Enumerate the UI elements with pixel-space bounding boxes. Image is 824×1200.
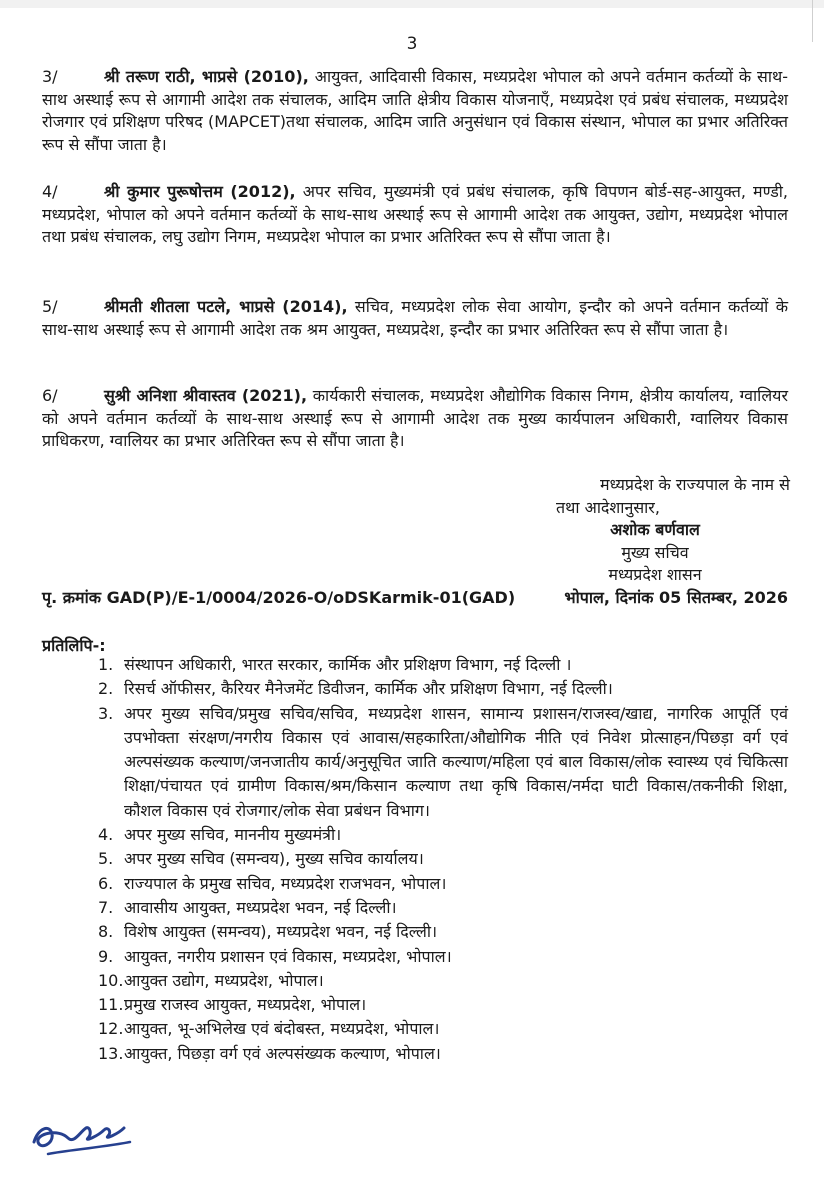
list-item-text: आयुक्त, पिछड़ा वर्ग एवं अल्पसंख्यक कल्याण, भोपाल। (124, 1043, 441, 1063)
order-paragraph-6 (42, 385, 788, 453)
list-item (42, 945, 788, 969)
list-item-number: 7. (98, 897, 114, 917)
list-item-number: 1. (98, 655, 114, 674)
order-paragraph-3 (42, 66, 788, 156)
paragraph-number: 6/ (42, 386, 58, 405)
list-item (42, 1017, 788, 1041)
order-paragraph-4 (42, 181, 788, 249)
list-item-text: रिसर्च ऑफीसर, कैरियर मैनेजमेंट डिवीजन, कार्मिक और प्रशिक्षण विभाग, नई दिल्ली। (124, 679, 613, 699)
list-item-number: 12. (98, 1019, 124, 1039)
list-item (42, 993, 788, 1017)
list-item (42, 969, 788, 993)
list-item-number: 9. (98, 946, 114, 966)
list-item-text: राज्यपाल के प्रमुख सचिव, मध्यप्रदेश राजभवन, भोपाल। (124, 873, 447, 893)
list-item-text: आयुक्त उद्योग, मध्यप्रदेश, भोपाल। (124, 970, 324, 990)
list-item-number: 8. (98, 922, 114, 942)
list-item (42, 920, 788, 944)
list-item (42, 847, 788, 871)
reference-date: भोपाल, दिनांक 05 सितम्बर, 2026 (564, 588, 788, 607)
copy-heading: प्रतिलिपि-: (42, 636, 106, 655)
list-item (42, 872, 788, 896)
paragraph-text: आयुक्त, आदिवासी विकास, मध्यप्रदेश भोपाल को अपने वर्तमान कर्तव्यों के साथ-साथ अस्थाई रूप से आगामी आदेश तक संचालक, आदिम जाति क्षेत्रीय विकास योजनाएँ, मध्यप्रदेश एवं प्रबंध संचालक, मध्यप्रदेश रोजगार एवं प्रशिक्षण परिषद (MAPCET)तथा संचालक, आदिम जाति अनुसंधान एवं विकास संस्थान, भोपाल का प्रभार अतिरिक्त रूप से सौंपा जाता है। (42, 67, 788, 154)
list-item-text: अपर मुख्य सचिव/प्रमुख सचिव/सचिव, मध्यप्रदेश शासन, सामान्य प्रशासन/राजस्व/खाद्य, नागरिक आपूर्ति एवं उपभोक्ता संरक्षण/नगरीय विकास एवं आवास/सहकारिता/औद्योगिक नीति एवं निवेश प्रोत्साहन/पिछड़ा वर्ग एवं अल्पसंख्यक कल्याण/जनजातीय कार्य/अनुसूचित जाति कल्याण/महिला एवं बाल विकास/लोक स्वास्थ्य एवं चिकित्सा शिक्षा/पंचायत एवं ग्रामीण विकास/श्रम/किसान कल्याण तथा कृषि विकास/नर्मदा घाटी विकास/तकनीकी शिक्षा, कौशल विकास एवं रोजगार/लोक सेवा प्रबंधन विभाग। (124, 703, 788, 820)
list-item-number: 6. (98, 873, 114, 893)
list-item (42, 1042, 788, 1066)
officer-name: श्री कुमार पुरूषोत्तम (2012), (104, 182, 296, 201)
officer-name: श्री तरूण राठी, भाप्रसे (2010), (104, 67, 309, 86)
paragraph-text: अपर सचिव, मुख्यमंत्री एवं प्रबंध संचालक, कृषि विपणन बोर्ड-सह-आयुक्त, मण्डी, मध्यप्रदेश, भोपाल को अपने वर्तमान कर्तव्यों के साथ-साथ अस्थाई रूप से आगामी आदेश तक आयुक्त, उद्योग, मध्यप्रदेश भोपाल तथा प्रबंध संचालक, लघु उद्योग निगम, मध्यप्रदेश भोपाल का प्रभार अतिरिक्त रूप से सौंपा जाता है। (42, 182, 788, 246)
list-item-text: आयुक्त, भू-अभिलेख एवं बंदोबस्त, मध्यप्रदेश, भोपाल। (124, 1019, 440, 1039)
reference-line (42, 586, 788, 610)
list-item-number: 4. (98, 825, 114, 845)
list-item-text: आवासीय आयुक्त, मध्यप्रदेश भवन, नई दिल्ली। (124, 897, 397, 917)
list-item-number: 10. (98, 970, 124, 990)
list-item-text: संस्थापन अधिकारी, भारत सरकार, कार्मिक और प्रशिक्षण विभाग, नई दिल्ली । (124, 655, 572, 674)
signature-block (520, 474, 790, 587)
page-number: 3 (406, 34, 418, 54)
list-item (42, 702, 788, 823)
authority-line: मध्यप्रदेश के राज्यपाल के नाम से (600, 475, 790, 494)
copy-list (42, 653, 788, 1066)
list-item-number: 5. (98, 849, 114, 869)
list-item-number: 2. (98, 679, 114, 699)
list-item-number: 13. (98, 1043, 124, 1063)
officer-name: श्रीमती शीतला पटले, भाप्रसे (2014), (104, 297, 348, 316)
list-item-text: प्रमुख राजस्व आयुक्त, मध्यप्रदेश, भोपाल। (124, 995, 367, 1015)
top-strip (0, 0, 824, 8)
signatory-office: मध्यप्रदेश शासन (608, 565, 702, 584)
list-item-number: 11. (98, 995, 124, 1015)
order-paragraph-5 (42, 296, 788, 341)
list-item (42, 653, 788, 677)
list-item-text: अपर मुख्य सचिव (समन्वय), मुख्य सचिव कार्यालय। (124, 849, 424, 869)
paragraph-number: 4/ (42, 182, 58, 201)
officer-name: सुश्री अनिशा श्रीवास्तव (2021), (104, 386, 308, 405)
order-line: तथा आदेशानुसार, (556, 497, 660, 517)
signatory-designation: मुख्य सचिव (621, 542, 689, 562)
list-item-text: आयुक्त, नगरीय प्रशासन एवं विकास, मध्यप्रदेश, भोपाल। (124, 946, 452, 966)
list-item (42, 896, 788, 920)
paragraph-number: 3/ (42, 67, 58, 86)
paragraph-text: कार्यकारी संचालक, मध्यप्रदेश औद्योगिक विकास निगम, क्षेत्रीय कार्यालय, ग्वालियर को अपने वर्तमान कर्तव्यों के साथ-साथ अस्थाई रूप से आगामी आदेश तक मुख्य कार्यपालन अधिकारी, ग्वालियर विकास प्राधिकरण, ग्वालियर का प्रभार अतिरिक्त रूप से सौंपा जाता है। (42, 386, 788, 450)
handwritten-signature (28, 1098, 138, 1168)
paragraph-number: 5/ (42, 297, 58, 316)
list-item (42, 823, 788, 847)
list-item-number: 3. (98, 703, 114, 723)
list-item-text: विशेष आयुक्त (समन्वय), मध्यप्रदेश भवन, नई दिल्ली। (124, 922, 438, 942)
signatory-name: अशोक बर्णवाल (610, 520, 700, 539)
paragraph-text: सचिव, मध्यप्रदेश लोक सेवा आयोग, इन्दौर को अपने वर्तमान कर्तव्यों के साथ-साथ अस्थाई रूप से आगामी आदेश तक श्रम आयुक्त, मध्यप्रदेश, इन्दौर का प्रभार अतिरिक्त रूप से सौंपा जाता है। (42, 297, 788, 339)
list-item (42, 677, 788, 701)
list-item-text: अपर मुख्य सचिव, माननीय मुख्यमंत्री। (124, 825, 342, 845)
reference-number: पृ. क्रमांक GAD(P)/E-1/0004/2026-O/oDSKarmik-01(GAD) (42, 588, 516, 607)
